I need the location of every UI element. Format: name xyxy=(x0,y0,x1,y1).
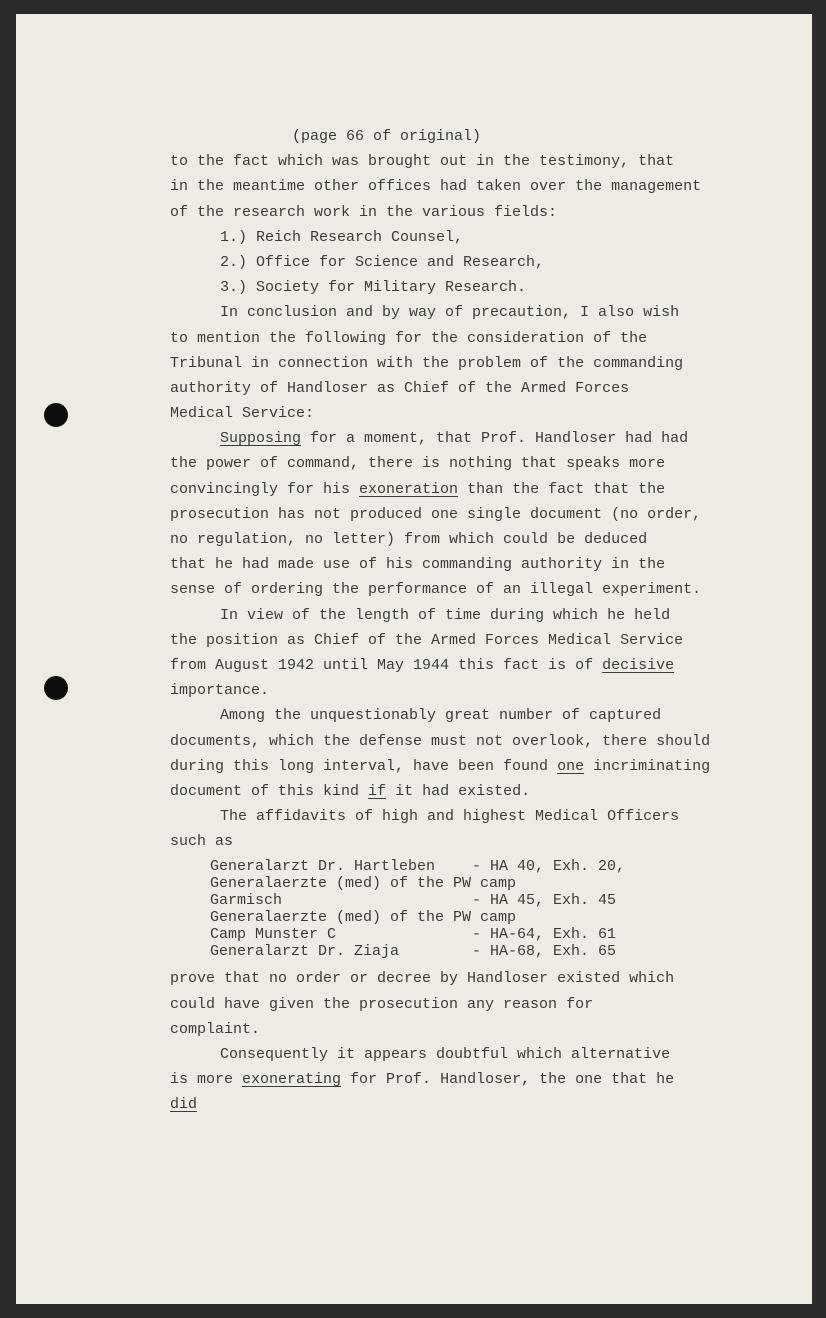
text-line: from August 1942 until May 1944 this fact is of decisive xyxy=(170,656,675,674)
page-reference: (page 66 of original) xyxy=(292,128,482,145)
text-line xyxy=(170,1092,810,1117)
text-line: prosecution has not produced one single document (no order, xyxy=(170,505,702,523)
underlined-word: if xyxy=(368,782,387,800)
list-item: 2.) Office for Science and Research, xyxy=(220,253,545,271)
text-line: the power of command, there is nothing that speaks more xyxy=(170,455,666,473)
text-line: In view of the length of time during which he held xyxy=(220,606,671,624)
underlined-word: exoneration xyxy=(359,480,459,498)
text-line: Among the unquestionably great number of captured xyxy=(220,707,662,725)
text-line: is more exonerating for Prof. Handloser, the one that he xyxy=(170,1071,675,1089)
underlined-word: one xyxy=(557,757,585,775)
text-line: document of this kind if it had existed. xyxy=(170,782,531,800)
affidavit-list xyxy=(170,858,810,960)
text-line: The affidavits of high and highest Medical Officers xyxy=(220,808,680,826)
text-line: Tribunal in connection with the problem of the commanding xyxy=(170,354,684,372)
punch-hole xyxy=(44,403,68,427)
text-line: such as xyxy=(170,833,234,851)
text-line: that he had made use of his commanding authority in the xyxy=(170,556,666,574)
text-line: convincingly for his exoneration than the fact that the xyxy=(170,480,666,498)
text-line: the position as Chief of the Armed Forces Medical Service xyxy=(170,631,684,649)
text-line: Medical Service: xyxy=(170,405,315,423)
text-line: complaint. xyxy=(170,1020,261,1038)
text-line: during this long interval, have been found one incriminating xyxy=(170,757,711,775)
text-line: importance. xyxy=(170,682,270,700)
underlined-word: Supposing xyxy=(220,430,302,448)
underlined-word: decisive xyxy=(602,656,675,674)
affidavit-row: Generalaerzte (med) of the PW camp xyxy=(210,875,517,893)
text-line: sense of ordering the performance of an illegal experiment. xyxy=(170,581,702,599)
affidavit-row: Generalaerzte (med) of the PW camp xyxy=(210,909,517,927)
document-body xyxy=(170,124,810,1118)
text-line: Supposing for a moment, that Prof. Handloser had had xyxy=(220,430,689,448)
document-page xyxy=(16,14,812,1304)
text-line: could have given the prosecution any reason for xyxy=(170,995,594,1013)
text-line: no regulation, no letter) from which could be deduced xyxy=(170,531,648,548)
punch-hole xyxy=(44,676,68,700)
text-line: In conclusion and by way of precaution, I also wish xyxy=(220,304,680,322)
affidavit-row: Generalarzt Dr. Hartleben - HA 40, Exh. 20, xyxy=(210,858,626,876)
text-line: of the research work in the various fields: xyxy=(170,203,558,221)
list-item: 3.) Society for Military Research. xyxy=(220,279,527,297)
text-line: in the meantime other offices had taken over the management xyxy=(170,178,702,196)
text-line: documents, which the defense must not overlook, there should xyxy=(170,732,711,750)
text-line: prove that no order or decree by Handloser existed which xyxy=(170,970,675,988)
text-line: to the fact which was brought out in the testimony, that xyxy=(170,153,675,171)
underlined-word: exonerating xyxy=(242,1071,342,1089)
text-line: authority of Handloser as Chief of the Armed Forces xyxy=(170,379,630,397)
affidavit-row: Generalarzt Dr. Ziaja - HA-68, Exh. 65 xyxy=(210,943,617,961)
text-line: Consequently it appears doubtful which alternative xyxy=(220,1046,671,1063)
affidavit-row: Garmisch - HA 45, Exh. 45 xyxy=(210,892,617,910)
list-item: 1.) Reich Research Counsel, xyxy=(220,228,464,246)
affidavit-row: Camp Munster C - HA-64, Exh. 61 xyxy=(210,926,617,944)
text-line: to mention the following for the consideration of the xyxy=(170,329,648,347)
underlined-word: did xyxy=(170,1096,198,1114)
